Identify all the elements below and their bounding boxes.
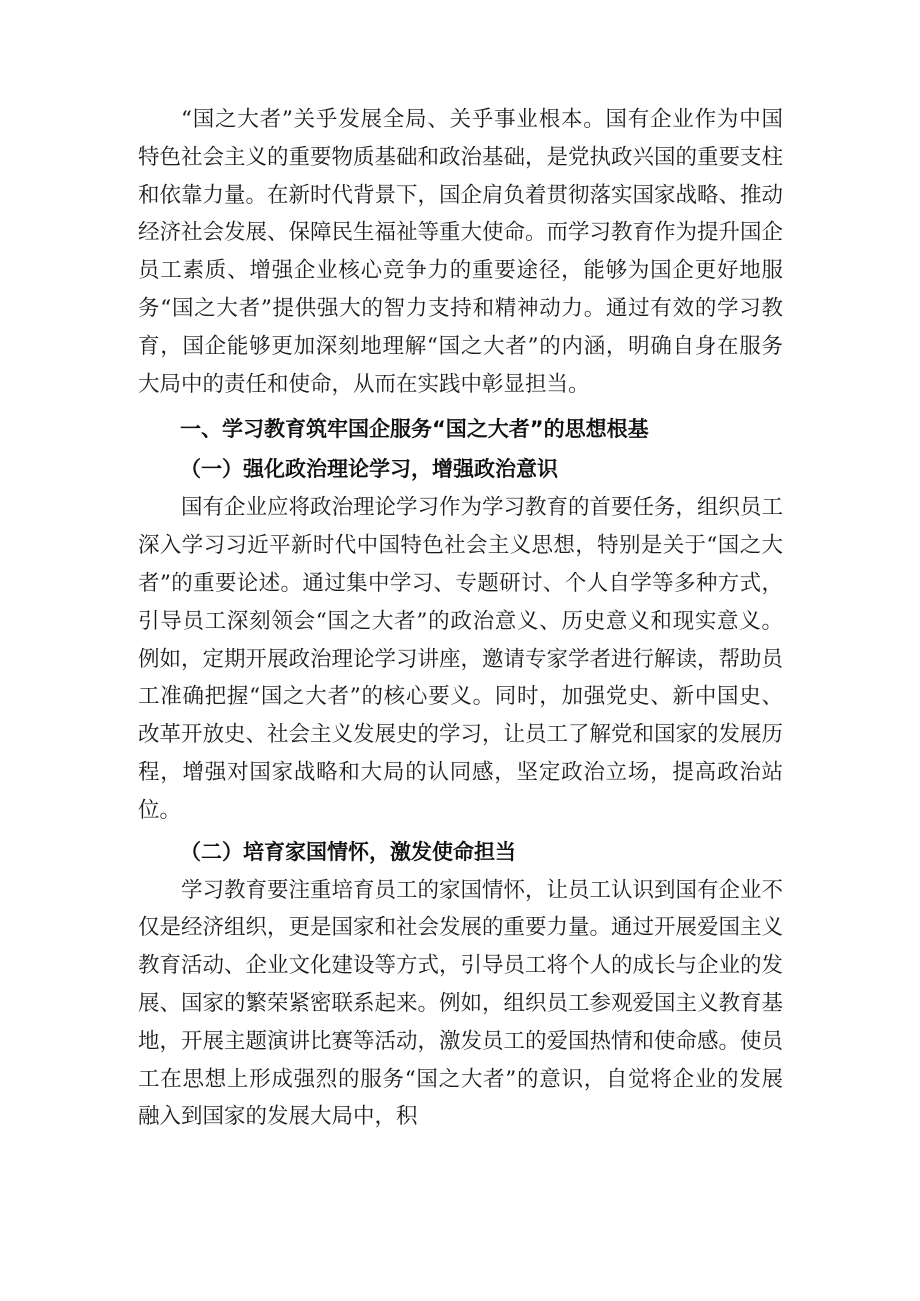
subsection-paragraph-1: 国有企业应将政治理论学习作为学习教育的首要任务，组织员工深入学习习近平新时代中国特色社会主义思想，特别是关于“国之大者”的重要论述。通过集中学习、专题研讨、个人自学等多种方式，引导员工深刻领会“国之大者”的政治意义、历史意义和现实意义。例如，定期开展政治理论学习讲座，邀请专家学者进行解读，帮助员工准确把握“国之大者”的核心要义。同时，加强党史、新中国史、改革开放史、社会主义发展史的学习，让员工了解党和国家的发展历程，增强对国家战略和大局的认同感，坚定政治立场，提高政治站位。 (138, 495, 784, 823)
subsection-paragraph-2: 学习教育要注重培育员工的家国情怀，让员工认识到国有企业不仅是经济组织，更是国家和社会发展的重要力量。通过开展爱国主义教育活动、企业文化建设等方式，引导员工将个人的成长与企业的发展、国家的繁荣紧密联系起来。例如，组织员工参观爱国主义教育基地，开展主题演讲比赛等活动，激发员工的爱国热情和使命感。使员工在思想上形成强烈的服务“国之大者”的意识，自觉将企业的发展融入到国家的发展大局中，积 (138, 877, 784, 1130)
document-body (138, 101, 783, 1136)
section-heading-1: 一、学习教育筑牢国企服务“国之大者”的思想根基 (180, 417, 649, 442)
subsection-heading-2: （二）培育家国情怀，激发使命担当 (180, 839, 516, 864)
subsection-heading-1: （一）强化政治理论学习，增强政治意识 (180, 457, 558, 482)
intro-paragraph: “国之大者”关乎发展全局、关乎事业根本。国有企业作为中国特色社会主义的重要物质基础和政治基础，是党执政兴国的重要支柱和依靠力量。在新时代背景下，国企肩负着贯彻落实国家战略、推动经济社会发展、保障民生福祉等重大使命。而学习教育作为提升国企员工素质、增强企业核心竞争力的重要途径，能够为国企更好地服务“国之大者”提供强大的智力支持和精神动力。通过有效的学习教育，国企能够更加深刻地理解“国之大者”的内涵，明确自身在服务大局中的责任和使命，从而在实践中彰显担当。 (138, 107, 784, 397)
